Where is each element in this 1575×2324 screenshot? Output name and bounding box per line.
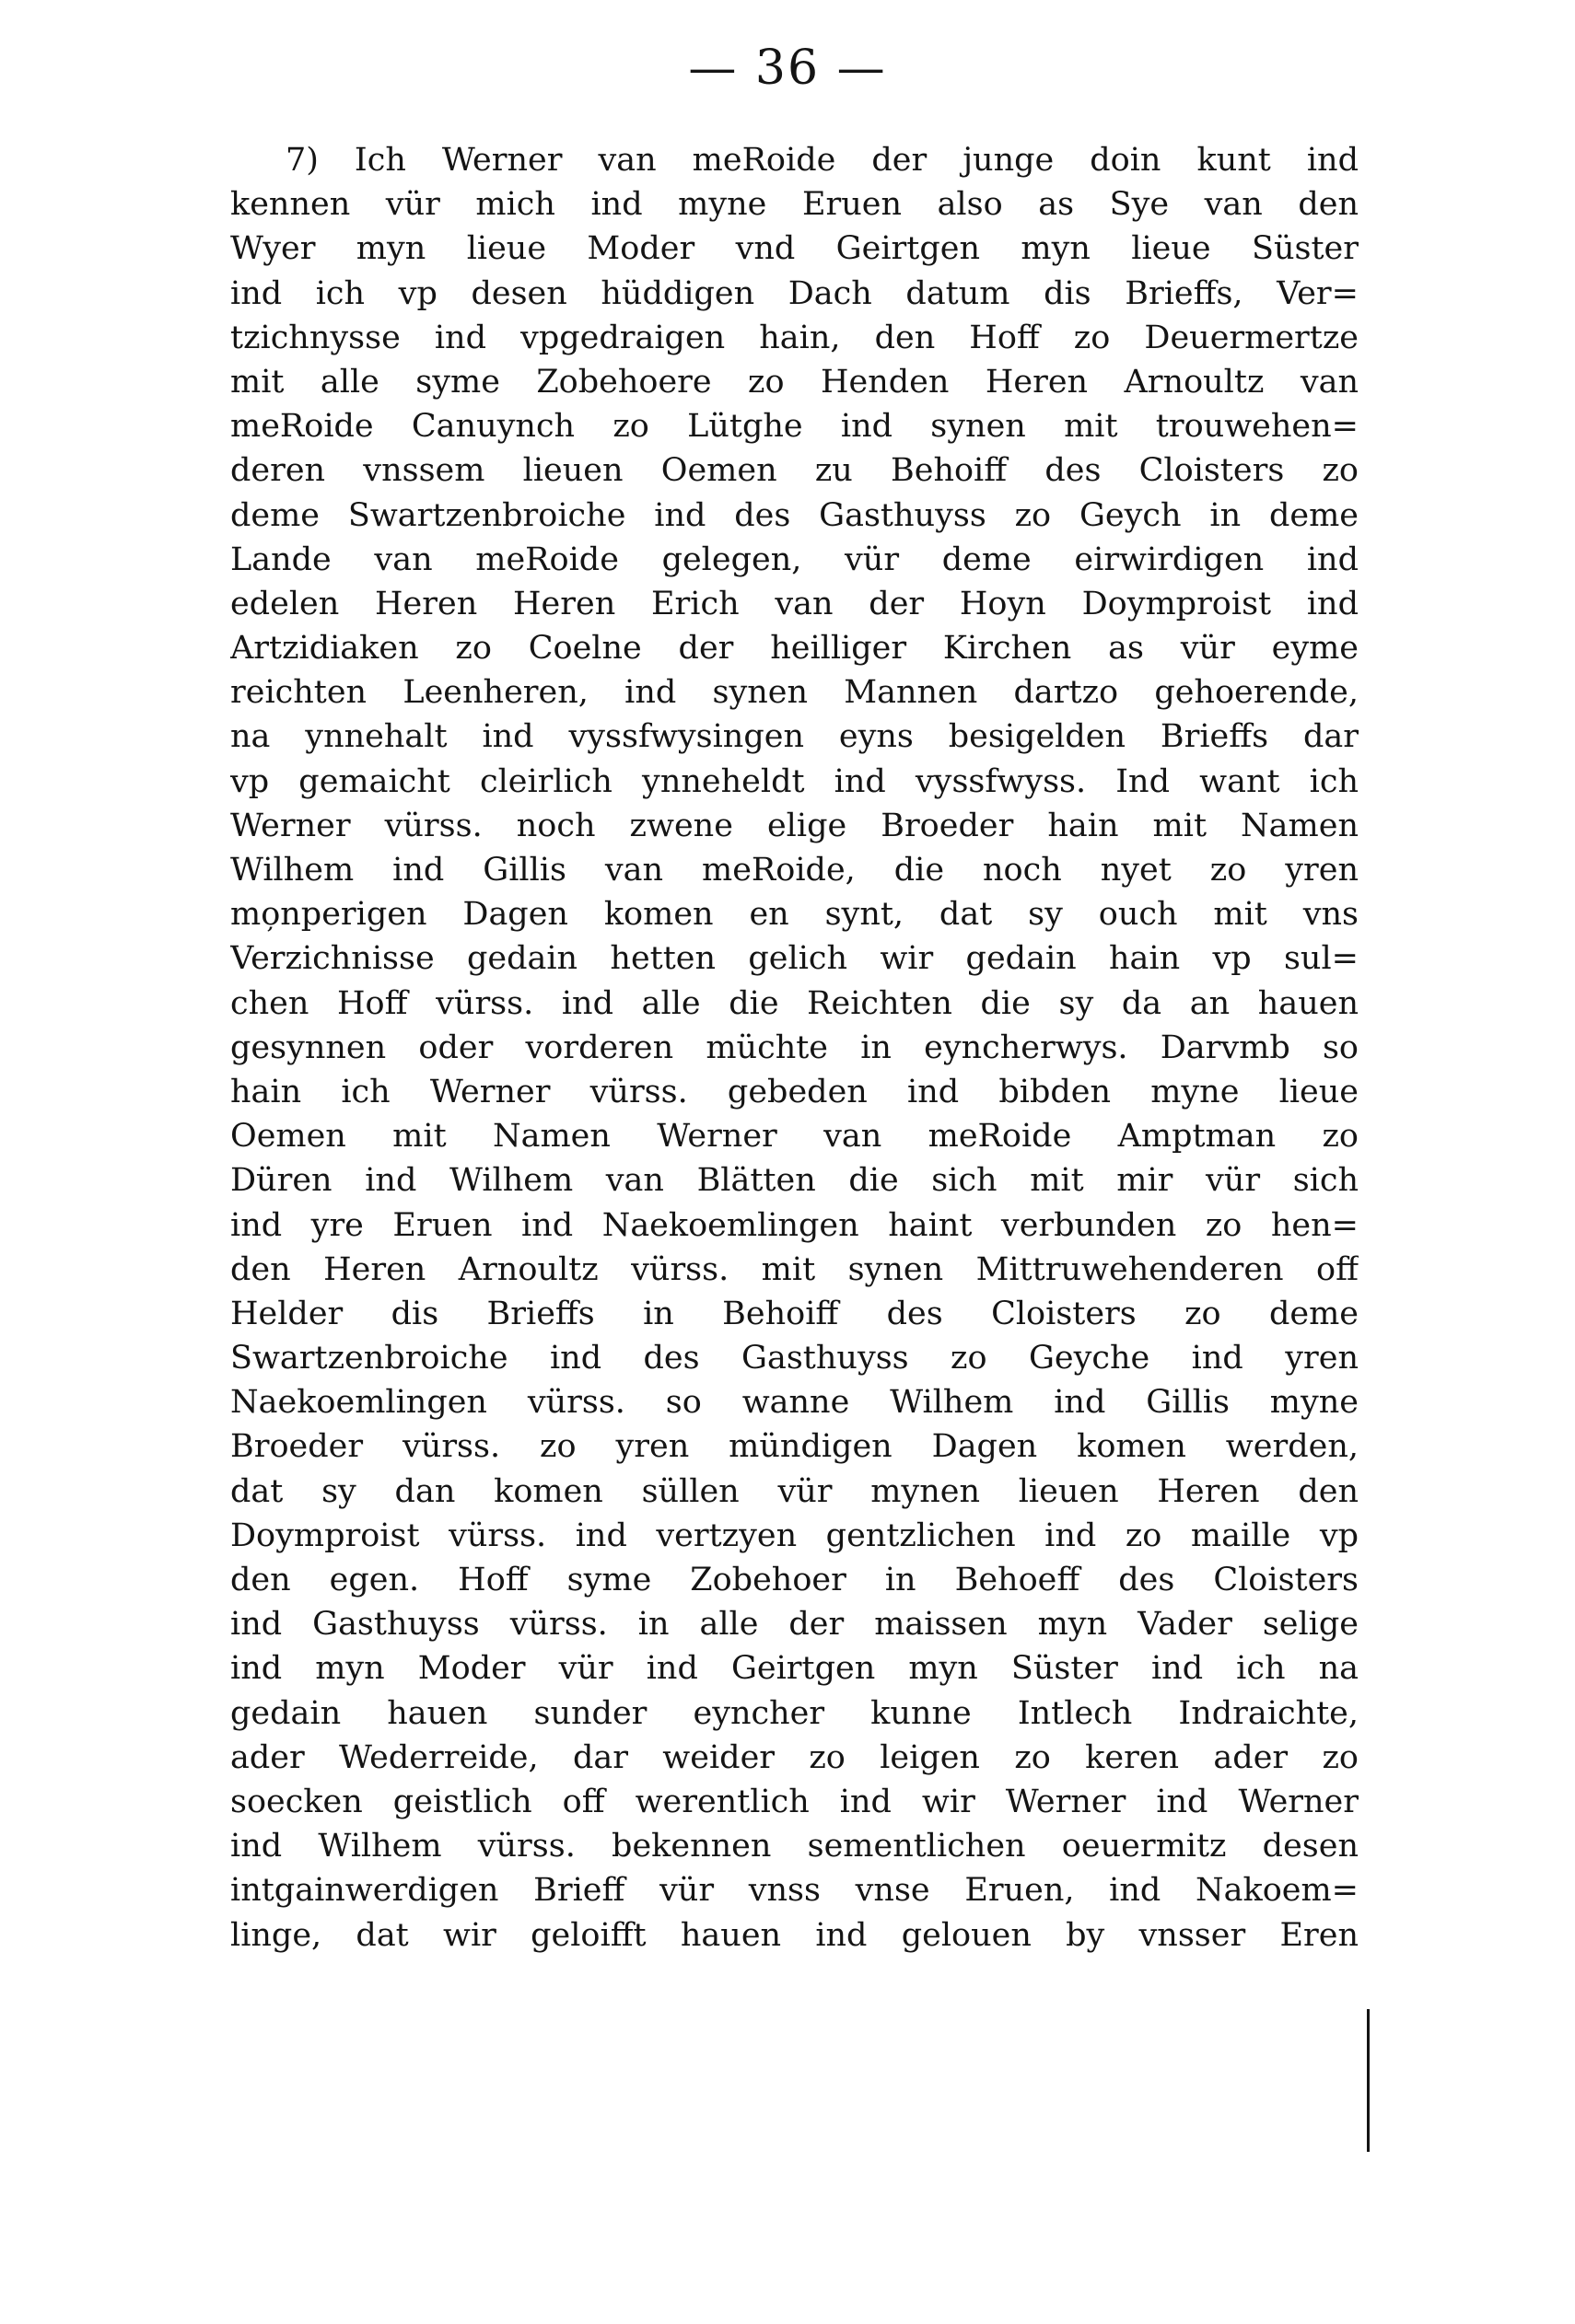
text-line: meRoide Canuynch zo Lütghe ind synen mit trouwehen= — [230, 408, 1359, 446]
text-line: hain ich Werner vürss. gebeden ind bibden myne lieue — [230, 1073, 1359, 1110]
text-line: Helder dis Brieffs in Behoiff des Cloisters zo deme — [230, 1295, 1359, 1332]
text-line: soecken geistlich off werentlich ind wir Werner ind Werner — [230, 1783, 1359, 1820]
text-line: den egen. Hoff syme Zobehoer in Behoeff des Cloisters — [230, 1562, 1359, 1598]
text-line: ind Gasthuyss vürss. in alle der maissen myn Vader selige — [230, 1606, 1359, 1644]
text-line: Swartzenbroiche ind des Gasthuyss zo Geyche ind yren — [230, 1340, 1359, 1377]
page-number: — 36 — — [688, 41, 887, 96]
text-line: den Heren Arnoultz vürss. mit synen Mittruwehenderen off — [230, 1250, 1359, 1288]
text-line: vp gemaicht cleirlich ynneheldt ind vyssfwyss. Ind want ich — [230, 762, 1359, 800]
text-line: mo̦nperigen Dagen komen en synt, dat sy ouch mit vns — [230, 896, 1359, 934]
text-line: gedain hauen sunder eyncher kunne Intlech Indraichte, — [230, 1694, 1359, 1732]
text-line: dat sy dan komen süllen vür mynen lieuen Heren den — [230, 1472, 1359, 1510]
margin-rule — [1367, 2009, 1370, 2152]
text-line: Verzichnisse gedain hetten gelich wir gedain hain vp sul= — [230, 940, 1359, 978]
text-line: tzichnysse ind vpgedraigen hain, den Hoff zo Deuermertze — [230, 319, 1359, 356]
text-line: Werner vürss. noch zwene elige Broeder hain mit Namen — [230, 807, 1359, 844]
text-line: Doymproist vürss. ind vertzyen gentzlichen ind zo maille vp — [230, 1516, 1359, 1554]
text-line: deren vnssem lieuen Oemen zu Behoiff des Cloisters zo — [230, 452, 1359, 490]
text-line: kennen vür mich ind myne Eruen also as Sye van den — [230, 186, 1359, 224]
text-line: ind Wilhem vürss. bekennen sementlichen oeuermitz desen — [230, 1828, 1359, 1865]
text-line: ader Wederreide, dar weider zo leigen zo keren ader zo — [230, 1738, 1359, 1776]
text-line: na ynnehalt ind vyssfwysingen eyns besigelden Brieffs dar — [230, 718, 1359, 756]
text-line: ind myn Moder vür ind Geirtgen myn Süster ind ich na — [230, 1650, 1359, 1688]
text-line: Lande van meRoide gelegen, vür deme eirwirdigen ind — [230, 540, 1359, 578]
text-line: Naekoemlingen vürss. so wanne Wilhem ind Gillis myne — [230, 1384, 1359, 1422]
text-line: ind ich vp desen hüddigen Dach datum dis Brieffs, Ver= — [230, 274, 1359, 312]
text-line: chen Hoff vürss. ind alle die Reichten die sy da an hauen — [230, 984, 1359, 1022]
text-line: 7) Ich Werner van meRoide der junge doin kunt ind — [286, 142, 1359, 179]
text-line: reichten Leenheren, ind synen Mannen dartzo gehoerende, — [230, 674, 1359, 712]
text-line: mit alle syme Zobehoere zo Henden Heren Arnoultz van — [230, 363, 1359, 401]
text-line: linge, dat wir geloifft hauen ind gelouen by vnsser Eren — [230, 1916, 1359, 1954]
text-line: gesynnen oder vorderen müchte in eyncherwys. Darvmb so — [230, 1028, 1359, 1066]
body-text — [230, 138, 1359, 1958]
text-line: ind yre Eruen ind Naekoemlingen haint verbunden zo hen= — [230, 1206, 1359, 1244]
text-line: Wyer myn lieue Moder vnd Geirtgen myn lieue Süster — [230, 230, 1359, 268]
text-line: edelen Heren Heren Erich van der Hoyn Doymproist ind — [230, 585, 1359, 622]
text-line: Oemen mit Namen Werner van meRoide Amptman zo — [230, 1118, 1359, 1156]
text-line: Broeder vürss. zo yren mündigen Dagen komen werden, — [230, 1428, 1359, 1466]
text-line: Artzidiaken zo Coelne der heilliger Kirchen as vür eyme — [230, 630, 1359, 668]
text-line: intgainwerdigen Brieff vür vnss vnse Eruen, ind Nakoem= — [230, 1872, 1359, 1910]
text-line: Düren ind Wilhem van Blätten die sich mit mir vür sich — [230, 1162, 1359, 1200]
text-line: Wilhem ind Gillis van meRoide, die noch nyet zo yren — [230, 852, 1359, 889]
text-line: deme Swartzenbroiche ind des Gasthuyss zo Geych in deme — [230, 496, 1359, 534]
